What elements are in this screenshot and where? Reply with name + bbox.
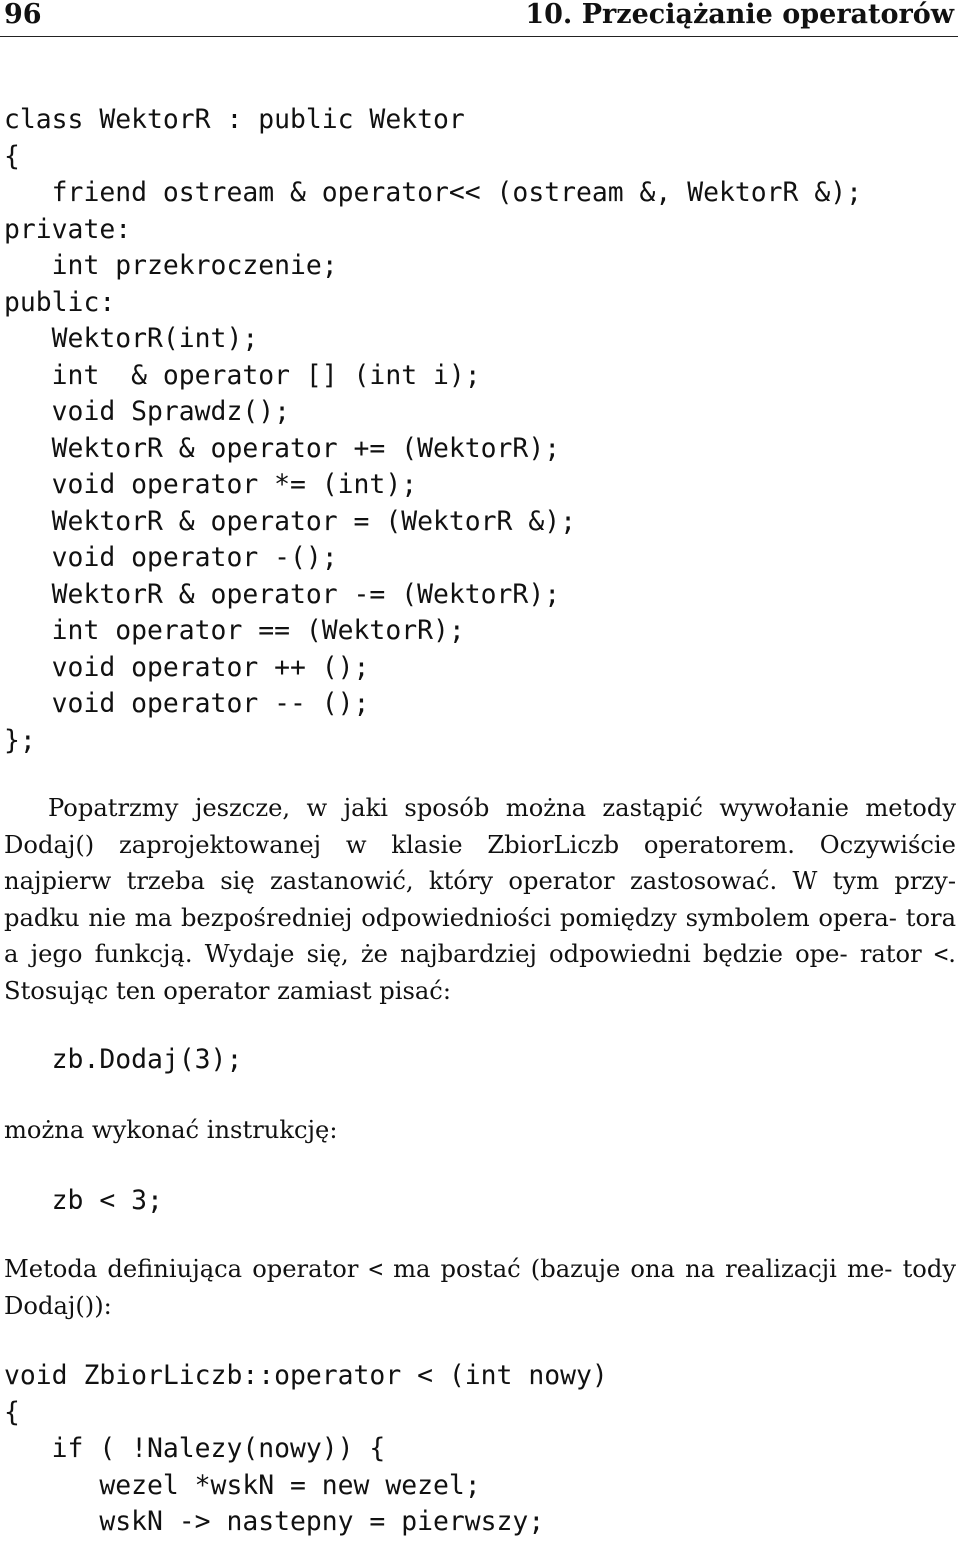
paragraph-line: padku nie ma bezpośredniej odpowiedniości pomiędzy symbolem opera-	[4, 903, 897, 932]
code-line: friend ostream & operator<< (ostream &, WektorR &);	[4, 177, 862, 208]
code-line: if ( !Nalezy(nowy)) {	[4, 1433, 386, 1464]
code-line: zb.Dodaj(3);	[4, 1044, 243, 1075]
code-line: int przekroczenie;	[4, 250, 338, 281]
inline-code: <	[933, 940, 949, 968]
paragraph-line: Popatrzmy jeszcze, w jaki sposób można zastąpić wywołanie metody	[48, 794, 956, 822]
chapter-title: 10. Przeciążanie operatorów	[525, 0, 954, 30]
page-number: 96	[4, 0, 42, 30]
paragraph-line: najpierw trzeba się zastanowić, który operator zastosować. W tym przy-	[4, 867, 956, 895]
paragraph-text: Metoda definiująca operator	[4, 1255, 369, 1283]
inline-code: <	[368, 1255, 383, 1283]
paragraph-line: tora a jego funkcją. Wydaje się, że najbardziej odpowiedni będzie ope-	[4, 903, 956, 968]
paragraph-method-definition	[4, 1251, 956, 1324]
paragraph-line: tody Dodaj()):	[4, 1255, 956, 1320]
code-line: WektorR & operator = (WektorR &);	[4, 505, 576, 537]
code-line: void operator ++ ();	[4, 651, 370, 683]
code-line: {	[4, 1396, 20, 1428]
code-line: {	[4, 140, 20, 172]
paragraph-line: Dodaj() zaprojektowanej w klasie ZbiorLiczb operatorem. Oczywiście	[4, 830, 956, 859]
code-line: void Sprawdz();	[4, 396, 290, 427]
code-example-dodaj	[4, 1042, 242, 1079]
code-line: int operator == (WektorR);	[4, 615, 465, 646]
paragraph-text: rator	[859, 940, 934, 968]
code-line: WektorR(int);	[4, 323, 259, 354]
code-line: void operator -- ();	[4, 688, 370, 719]
code-example-operator	[4, 1183, 163, 1220]
code-line: int & operator [] (int i);	[4, 359, 481, 391]
code-line: void ZbiorLiczb::operator < (int nowy)	[4, 1360, 608, 1391]
code-line: private:	[4, 213, 132, 245]
code-listing-operator-less	[4, 1358, 608, 1541]
code-line: void operator *= (int);	[4, 469, 418, 500]
code-line: wskN -> nastepny = pierwszy;	[4, 1506, 545, 1537]
paragraph-text: ma postać (bazuje ona na realizacji me-	[382, 1255, 893, 1283]
code-line: zb < 3;	[4, 1185, 163, 1216]
paragraph-operator-replacement	[4, 790, 956, 1009]
code-line: };	[4, 724, 36, 756]
code-line: WektorR & operator -= (WektorR);	[4, 578, 561, 610]
paragraph-instruction: można wykonać instrukcję:	[4, 1116, 338, 1144]
code-line: class WektorR : public Wektor	[4, 104, 465, 135]
code-line: public:	[4, 286, 116, 318]
code-line: wezel *wskN = new wezel;	[4, 1469, 481, 1501]
paragraph-text: . Stosując ten operator zamiast pisać:	[4, 940, 956, 1005]
code-line: WektorR & operator += (WektorR);	[4, 432, 561, 464]
code-listing-class-wektorr	[4, 102, 862, 759]
paragraph-line	[4, 1255, 892, 1283]
page-header	[0, 0, 958, 37]
code-line: void operator -();	[4, 542, 338, 573]
